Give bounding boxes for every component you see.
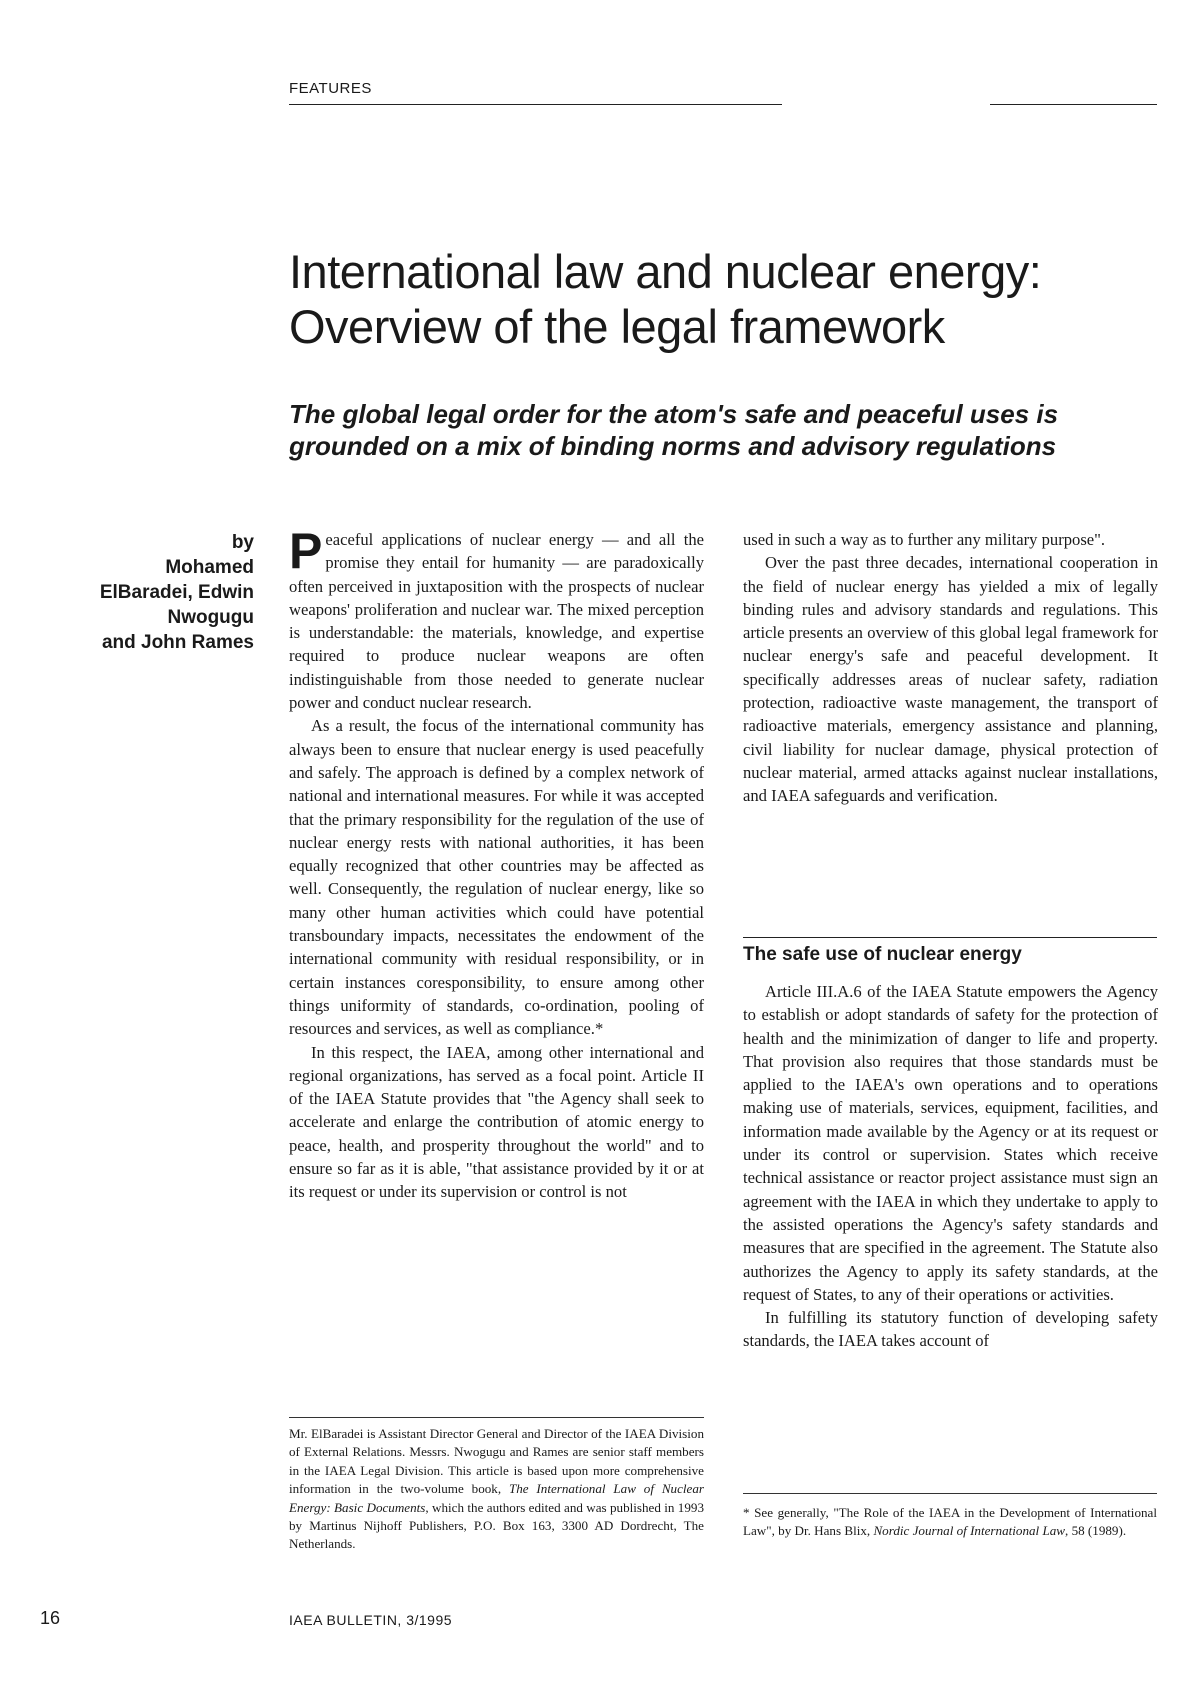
body-column-right: [743, 528, 1158, 808]
reference-footnote-text: * See generally, "The Role of the IAEA in the Development of International Law", by Dr. Hans Blix,: [743, 1505, 1157, 1539]
title-line-2: Overview of the legal framework: [289, 300, 945, 353]
byline-line: and John Rames: [101, 632, 254, 653]
body-column-right-lower: [743, 980, 1158, 1353]
article-title: [289, 244, 1169, 354]
paragraph-3: In this respect, the IAEA, among other international and regional organizations, has served as a focal point. Article II of the IAEA Statute provides that "the Agency shall seek to accelerate and enlarge the contribution of atomic energy to peace, health, and prosperity throughout the world" and to ensure so far as it is able, "that assistance provided by it or at its request or under its supervision or control is not: [289, 1042, 704, 1202]
book-title: The International Law of Nuclear Energy: Basic Documents: [289, 1481, 704, 1515]
paragraph-5: Over the past three decades, international cooperation in the field of nuclear energy has yielded a mix of legally binding rules and advisory standards and regulations. This article presents an overview of this global legal framework for nuclear energy's safe and peaceful development. It specifically addresses areas of nuclear safety, radiation protection, radioactive waste management, the transport of radioactive materials, emergency assistance and planning, civil liability for nuclear damage, physical protection of nuclear material, armed attacks against nuclear installations, and IAEA safeguards and verification.: [743, 553, 1158, 806]
section-rule: [743, 937, 1157, 938]
drop-cap: P: [289, 523, 323, 579]
byline-line: ElBaradei, Edwin: [99, 582, 254, 603]
byline-line: Mohamed: [165, 557, 254, 578]
subtitle-line-1: The global legal order for the atom's safe and peaceful uses is: [289, 399, 1059, 429]
footnote-rule-right: [743, 1493, 1157, 1494]
footnote-rule-left: [289, 1417, 704, 1418]
byline-line: by: [231, 532, 254, 553]
paragraph-1-text: eaceful applications of nuclear energy — and all the promise they entail for humanity — are paradoxically often perceived in juxtaposition with the prospects of nuclear weapons' proliferation and nuclear war. The mixed perception is understandable: the materials, knowledge, and expertise required to produce nuclear weapons are often indistinguishable from those needed to generate nuclear power and conduct nuclear research.: [289, 530, 704, 713]
paragraph-6: Article III.A.6 of the IAEA Statute empowers the Agency to establish or adopt standards of safety for the protection of health and the minimization of danger to life and property. That provision also requires that those standards must be applied to the IAEA's own operations and to operations making use of materials, services, equipment, facilities, and information made available by the Agency or at its request or under its control or supervision. States which receive technical assistance or reactor project assistance must sign an agreement with the IAEA in which they undertake to apply to the assisted operations the Agency's safety standards and measures that are specified in the agreement. The Statute also authorizes the Agency to apply its safety standards, at the request of States, to any of their operations or activities.: [743, 982, 1158, 1304]
header-rule-right: [990, 104, 1157, 105]
title-line-1: International law and nuclear energy:: [289, 245, 1042, 298]
paragraph-4: used in such a way as to further any military purpose".: [743, 530, 1106, 549]
header-rule-left: [289, 104, 782, 105]
byline: [40, 530, 254, 655]
section-label: FEATURES: [289, 80, 372, 97]
reference-footnote: [743, 1504, 1157, 1541]
journal-name: IAEA BULLETIN, 3/1995: [289, 1612, 453, 1628]
reference-footnote-text: , 58 (1989).: [1065, 1523, 1127, 1539]
author-footnote: [289, 1425, 704, 1554]
subtitle-line-2: grounded on a mix of binding norms and advisory regulations: [289, 431, 1057, 461]
paragraph-2: As a result, the focus of the international community has always been to ensure that nuclear energy is used peacefully and safely. The approach is defined by a complex network of national and international measures. For while it was accepted that the primary responsibility for the regulation of the use of nuclear energy rests with national authorities, it has been equally recognized that other countries may be affected as well. Consequently, the regulation of nuclear energy, like so many other human activities which could have potential transboundary impacts, necessitates the endowment of the international community with residual responsibility, or in certain instances coresponsibility, to ensure among other things uniformity of standards, co-ordination, pooling of resources and services, as well as compliance.*: [289, 716, 704, 1039]
author-footnote-text: , which the authors edited and was published in 1993 by Martinus Nijhoff Publishers, P.O. Box 163, 3300 AD Dordrecht, The Netherlands.: [289, 1499, 704, 1552]
byline-line: Nwogugu: [167, 607, 254, 628]
article-subtitle: [289, 398, 1169, 462]
body-column-left: [289, 523, 704, 1204]
author-footnote-text: Mr. ElBaradei is Assistant Director General and Director of the IAEA Division of External Relations. Messrs. Nwogugu and Rames are senior staff members in the IAEA Legal Division. This article is based upon more comprehensive information in the two-volume book,: [289, 1426, 704, 1497]
paragraph-1: [289, 523, 704, 714]
page-number: 16: [40, 1608, 61, 1628]
section-heading: The safe use of nuclear energy: [743, 944, 1022, 965]
paragraph-7: In fulfilling its statutory function of developing safety standards, the IAEA takes account of: [743, 1308, 1158, 1351]
journal-title: Nordic Journal of International Law: [873, 1523, 1066, 1539]
